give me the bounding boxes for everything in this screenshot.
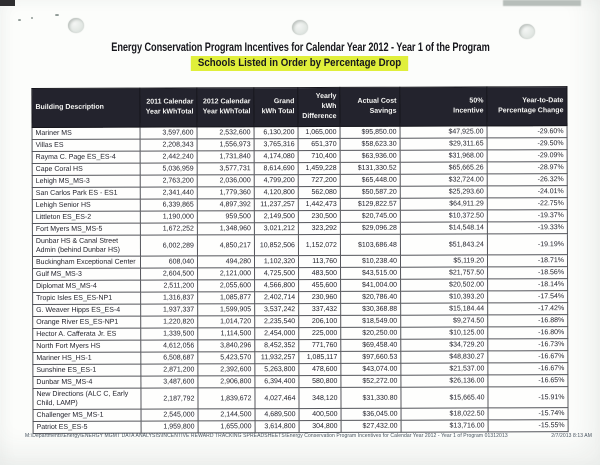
value-cell: 2,545,000 bbox=[141, 409, 198, 421]
scan-speck bbox=[31, 17, 33, 19]
value-cell: 2,149,500 bbox=[254, 211, 298, 223]
table-row bbox=[32, 234, 567, 257]
building-name-cell: Lehigh Senior HS bbox=[32, 199, 140, 211]
value-cell: 1,220,820 bbox=[141, 316, 198, 328]
value-cell: 2,055,600 bbox=[198, 280, 255, 292]
value-cell: 4,850,217 bbox=[197, 235, 254, 256]
value-cell: $41,004.00 bbox=[341, 279, 401, 291]
value-cell: $5,119.20 bbox=[400, 255, 487, 267]
value-cell: 1,085,117 bbox=[299, 351, 341, 363]
value-cell: 562,080 bbox=[298, 186, 340, 198]
value-cell: $29,096.28 bbox=[340, 222, 400, 234]
page-subtitle: Schools Listed in Order by Percentage Drop bbox=[191, 56, 408, 71]
value-cell: -17.42% bbox=[488, 303, 568, 315]
building-name-cell: Villas ES bbox=[32, 139, 140, 151]
value-cell: 206,100 bbox=[299, 315, 341, 327]
value-cell: 11,932,257 bbox=[255, 352, 299, 364]
value-cell: 4,897,392 bbox=[197, 199, 254, 211]
value-cell: $31,968.00 bbox=[400, 150, 487, 162]
value-cell: $51,843.24 bbox=[400, 234, 487, 255]
value-cell: 4,725,500 bbox=[255, 268, 299, 280]
value-cell: 4,566,800 bbox=[255, 280, 299, 292]
building-name-cell: North Fort Myers HS bbox=[33, 340, 141, 352]
value-cell: 727,200 bbox=[298, 174, 340, 186]
value-cell: $25,293.60 bbox=[400, 186, 487, 198]
value-cell: $63,936.00 bbox=[340, 150, 400, 162]
value-cell: 1,442,473 bbox=[298, 198, 340, 210]
value-cell: 3,021,212 bbox=[254, 223, 298, 235]
value-cell: 1,339,500 bbox=[141, 328, 198, 340]
value-cell: -16.88% bbox=[488, 315, 568, 327]
building-name-cell: Diplomat MS_MS-4 bbox=[33, 280, 141, 292]
value-cell: -28.97% bbox=[487, 162, 567, 174]
value-cell: 455,600 bbox=[299, 279, 341, 291]
table-body bbox=[32, 126, 568, 434]
value-cell: -19.19% bbox=[487, 234, 567, 255]
scan-corner-mark bbox=[0, 0, 15, 6]
value-cell: $65,665.26 bbox=[400, 162, 487, 174]
value-cell: 1,599,905 bbox=[198, 304, 255, 316]
value-cell: 608,040 bbox=[140, 256, 197, 268]
value-cell: 5,036,959 bbox=[140, 163, 197, 175]
value-cell: 2,454,000 bbox=[255, 328, 299, 340]
value-cell: 2,144,500 bbox=[198, 409, 255, 421]
building-name-cell: Fort Myers MS_MS-5 bbox=[32, 223, 140, 235]
building-name-cell: Rayma C. Page ES_ES-4 bbox=[32, 151, 140, 163]
value-cell: -15.55% bbox=[488, 420, 568, 432]
value-cell: 2,341,440 bbox=[140, 187, 197, 199]
value-cell: 1,316,837 bbox=[141, 292, 198, 304]
building-name-cell: Hector A. Cafferata Jr. ES bbox=[33, 328, 141, 340]
value-cell: 2,511,200 bbox=[141, 280, 198, 292]
value-cell: -18.14% bbox=[488, 279, 568, 291]
building-name-cell: Tropic Isles ES_ES-NP1 bbox=[33, 292, 141, 304]
value-cell: $10,393.20 bbox=[401, 291, 488, 303]
value-cell: 323,292 bbox=[298, 222, 340, 234]
building-name-cell: Challenger MS_MS-1 bbox=[33, 409, 141, 421]
value-cell: 494,280 bbox=[197, 256, 254, 268]
value-cell: 1,065,000 bbox=[298, 126, 340, 138]
value-cell: $129,822.57 bbox=[340, 198, 400, 210]
value-cell: 4,689,500 bbox=[255, 409, 299, 421]
value-cell: 8,614,690 bbox=[254, 163, 298, 175]
value-cell: 1,672,252 bbox=[140, 223, 197, 235]
value-cell: $10,372.50 bbox=[400, 210, 487, 222]
value-cell: $52,272.00 bbox=[341, 375, 401, 387]
value-cell: 651,370 bbox=[298, 138, 340, 150]
value-cell: $65,448.00 bbox=[340, 174, 400, 186]
footer-timestamp: 2/7/2013 8:13 AM bbox=[551, 433, 592, 439]
value-cell: 2,402,714 bbox=[255, 292, 299, 304]
value-cell: 11,237,257 bbox=[254, 199, 298, 211]
column-header: Actual Cost Savings bbox=[340, 87, 400, 126]
value-cell: $43,074.00 bbox=[341, 363, 401, 375]
scan-edge-shadow bbox=[503, 0, 581, 6]
page-title: Energy Conservation Program Incentives for Calendar Year 2012 - Year 1 of the Program bbox=[110, 42, 490, 54]
value-cell: 6,130,200 bbox=[254, 127, 298, 139]
value-cell: $48,830.27 bbox=[401, 351, 488, 363]
value-cell: $10,238.40 bbox=[340, 255, 400, 267]
value-cell: 304,800 bbox=[299, 420, 341, 432]
value-cell: 771,760 bbox=[299, 339, 341, 351]
value-cell: 6,394,400 bbox=[255, 376, 299, 388]
value-cell: 4,027,464 bbox=[255, 388, 299, 409]
value-cell: 959,500 bbox=[197, 211, 254, 223]
value-cell: 3,487,600 bbox=[141, 376, 198, 388]
value-cell: -16.80% bbox=[488, 327, 568, 339]
value-cell: 8,452,352 bbox=[255, 340, 299, 352]
value-cell: 6,508,687 bbox=[141, 352, 198, 364]
value-cell: -17.54% bbox=[488, 291, 568, 303]
value-cell: 230,500 bbox=[298, 210, 340, 222]
table-row bbox=[33, 420, 568, 434]
value-cell: 1,937,337 bbox=[141, 304, 198, 316]
value-cell: $14,548.14 bbox=[400, 222, 487, 234]
value-cell: $64,911.29 bbox=[400, 198, 487, 210]
value-cell: -29.50% bbox=[487, 138, 567, 150]
column-header: 2012 Calendar Year kWhTotal bbox=[197, 88, 254, 127]
value-cell: 1,085,877 bbox=[198, 292, 255, 304]
building-name-cell: G. Weaver Hipps ES_ES-4 bbox=[33, 304, 141, 316]
value-cell: 2,442,240 bbox=[140, 151, 197, 163]
value-cell: $20,745.00 bbox=[340, 210, 400, 222]
value-cell: 4,612,056 bbox=[141, 340, 198, 352]
value-cell: 3,597,600 bbox=[140, 127, 197, 139]
value-cell: $29,311.65 bbox=[400, 138, 487, 150]
value-cell: 337,432 bbox=[299, 303, 341, 315]
value-cell: 10,852,506 bbox=[254, 235, 298, 256]
value-cell: 1,731,840 bbox=[197, 151, 254, 163]
building-name-cell: Lehigh MS_MS-3 bbox=[32, 175, 140, 187]
value-cell: -15.74% bbox=[488, 408, 568, 420]
value-cell: $36,045.00 bbox=[341, 408, 401, 420]
value-cell: -24.01% bbox=[487, 186, 567, 198]
value-cell: 5,263,800 bbox=[255, 364, 299, 376]
value-cell: 1,655,000 bbox=[198, 421, 255, 433]
value-cell: $30,368.88 bbox=[341, 303, 401, 315]
hole-punch bbox=[68, 18, 84, 33]
value-cell: -16.67% bbox=[488, 351, 568, 363]
value-cell: $31,330.80 bbox=[341, 387, 401, 408]
value-cell: $18,549.00 bbox=[341, 315, 401, 327]
value-cell: $32,724.00 bbox=[400, 174, 487, 186]
value-cell: 2,392,600 bbox=[198, 364, 255, 376]
value-cell: 225,000 bbox=[299, 327, 341, 339]
value-cell: $15,665.40 bbox=[401, 387, 488, 408]
value-cell: 3,840,296 bbox=[198, 340, 255, 352]
value-cell: 1,779,360 bbox=[197, 187, 254, 199]
building-name-cell: Buckingham Exceptional Center bbox=[32, 256, 140, 268]
column-header: 2011 Calendar Year kWhTotal bbox=[140, 88, 197, 127]
value-cell: -16.73% bbox=[488, 339, 568, 351]
building-name-cell: Patriot ES_ES-5 bbox=[33, 421, 141, 433]
value-cell: 1,102,320 bbox=[254, 256, 298, 268]
building-name-cell: New Directions (ALC C, Early Child, LAMP) bbox=[33, 388, 141, 409]
value-cell: $20,786.40 bbox=[341, 291, 401, 303]
scan-speck bbox=[18, 19, 21, 21]
value-cell: -22.75% bbox=[487, 198, 567, 210]
value-cell: -26.32% bbox=[487, 174, 567, 186]
value-cell: $58,623.30 bbox=[340, 138, 400, 150]
value-cell: 1,348,960 bbox=[197, 223, 254, 235]
building-name-cell: San Carlos Park ES - ES1 bbox=[32, 187, 140, 199]
value-cell: 1,190,000 bbox=[140, 211, 197, 223]
value-cell: -16.67% bbox=[488, 363, 568, 375]
value-cell: 400,500 bbox=[299, 408, 341, 420]
table-row bbox=[33, 387, 568, 410]
value-cell: $131,330.52 bbox=[340, 162, 400, 174]
value-cell: -15.91% bbox=[488, 387, 568, 408]
building-name-cell: Sunshine ES_ES-1 bbox=[33, 364, 141, 376]
value-cell: 1,152,072 bbox=[298, 234, 340, 255]
building-name-cell: Dunbar HS & Canal Street Admin (behind Dunbar HS) bbox=[32, 235, 140, 256]
value-cell: 478,600 bbox=[299, 363, 341, 375]
column-header: Yearly kWh Difference bbox=[298, 87, 340, 126]
value-cell: $20,250.00 bbox=[341, 327, 401, 339]
value-cell: 3,614,800 bbox=[255, 421, 299, 433]
value-cell: 3,577,731 bbox=[197, 163, 254, 175]
value-cell: 1,839,672 bbox=[198, 388, 255, 409]
value-cell: 230,960 bbox=[299, 291, 341, 303]
building-name-cell: Orange River ES_ES-NP1 bbox=[33, 316, 141, 328]
value-cell: 3,765,316 bbox=[254, 139, 298, 151]
value-cell: 5,423,570 bbox=[198, 352, 255, 364]
value-cell: 1,459,228 bbox=[298, 162, 340, 174]
value-cell: -18.71% bbox=[487, 255, 567, 267]
value-cell: $69,458.40 bbox=[341, 339, 401, 351]
value-cell: 1,556,973 bbox=[197, 139, 254, 151]
value-cell: 4,174,080 bbox=[254, 151, 298, 163]
value-cell: $15,184.44 bbox=[401, 303, 488, 315]
value-cell: 4,120,800 bbox=[254, 187, 298, 199]
column-header: Grand kWh Total bbox=[254, 88, 298, 127]
value-cell: $43,515.00 bbox=[341, 267, 401, 279]
value-cell: $103,686.48 bbox=[340, 234, 400, 255]
incentive-table bbox=[31, 86, 568, 434]
scan-speck bbox=[55, 14, 59, 16]
value-cell: 1,959,800 bbox=[141, 421, 198, 433]
value-cell: $27,432.00 bbox=[341, 420, 401, 432]
building-name-cell: Gulf MS_MS-3 bbox=[33, 268, 141, 280]
value-cell: 710,400 bbox=[298, 150, 340, 162]
value-cell: 2,763,200 bbox=[140, 175, 197, 187]
footer-file-path: M:\Departments\Energy\ENERGY MGMT DATA ANALYSIS\INCENTIVE REWARD TRACKING SPREADSHEETS\Energy Conservation Program Incentives for Calendar Year 2012 - Year 1 of Program 01312013 bbox=[25, 433, 508, 439]
building-name-cell: Dunbar MS_MS-4 bbox=[33, 376, 141, 388]
value-cell: -19.37% bbox=[487, 210, 567, 222]
value-cell: 6,339,865 bbox=[140, 199, 197, 211]
value-cell: 2,871,200 bbox=[141, 364, 198, 376]
building-name-cell: Mariner MS bbox=[32, 127, 140, 139]
value-cell: 2,036,000 bbox=[197, 175, 254, 187]
value-cell: $95,850.00 bbox=[340, 126, 400, 138]
value-cell: -29.60% bbox=[487, 126, 567, 138]
value-cell: $47,925.00 bbox=[400, 126, 487, 138]
value-cell: -19.33% bbox=[487, 222, 567, 234]
value-cell: 580,800 bbox=[299, 375, 341, 387]
building-name-cell: Cape Coral HS bbox=[32, 163, 140, 175]
value-cell: -29.09% bbox=[487, 150, 567, 162]
value-cell: 6,002,289 bbox=[140, 235, 197, 256]
value-cell: 2,604,500 bbox=[141, 268, 198, 280]
value-cell: $97,660.53 bbox=[341, 351, 401, 363]
value-cell: 113,760 bbox=[298, 255, 340, 267]
value-cell: 2,532,600 bbox=[197, 127, 254, 139]
column-header: Building Description bbox=[32, 88, 140, 127]
value-cell: $21,537.00 bbox=[401, 363, 488, 375]
hole-punch bbox=[292, 20, 308, 35]
value-cell: $21,757.50 bbox=[401, 267, 488, 279]
value-cell: 2,208,343 bbox=[140, 139, 197, 151]
value-cell: $9,274.50 bbox=[401, 315, 488, 327]
value-cell: $20,502.00 bbox=[401, 279, 488, 291]
value-cell: -16.65% bbox=[488, 375, 568, 387]
value-cell: 4,799,200 bbox=[254, 175, 298, 187]
hole-punch bbox=[519, 24, 535, 39]
value-cell: 2,187,792 bbox=[141, 388, 198, 409]
value-cell: 348,120 bbox=[299, 387, 341, 408]
building-name-cell: Mariner HS_HS-1 bbox=[33, 352, 141, 364]
value-cell: 2,121,000 bbox=[198, 268, 255, 280]
column-header: Year-to-Date Percentage Change bbox=[487, 87, 567, 126]
value-cell: $18,022.50 bbox=[401, 408, 488, 420]
value-cell: 2,906,800 bbox=[198, 376, 255, 388]
value-cell: 1,014,720 bbox=[198, 316, 255, 328]
value-cell: $50,587.20 bbox=[340, 186, 400, 198]
column-header: 50% Incentive bbox=[400, 87, 487, 126]
value-cell: -18.56% bbox=[488, 267, 568, 279]
building-name-cell: Littleton ES_ES-2 bbox=[32, 211, 140, 223]
value-cell: 3,537,242 bbox=[255, 304, 299, 316]
table-header bbox=[32, 87, 567, 128]
value-cell: $34,729.20 bbox=[401, 339, 488, 351]
value-cell: 2,235,540 bbox=[255, 316, 299, 328]
value-cell: 483,500 bbox=[299, 267, 341, 279]
value-cell: 1,114,500 bbox=[198, 328, 255, 340]
value-cell: $26,136.00 bbox=[401, 375, 488, 387]
value-cell: $10,125.00 bbox=[401, 327, 488, 339]
value-cell: $13,716.00 bbox=[401, 420, 488, 432]
